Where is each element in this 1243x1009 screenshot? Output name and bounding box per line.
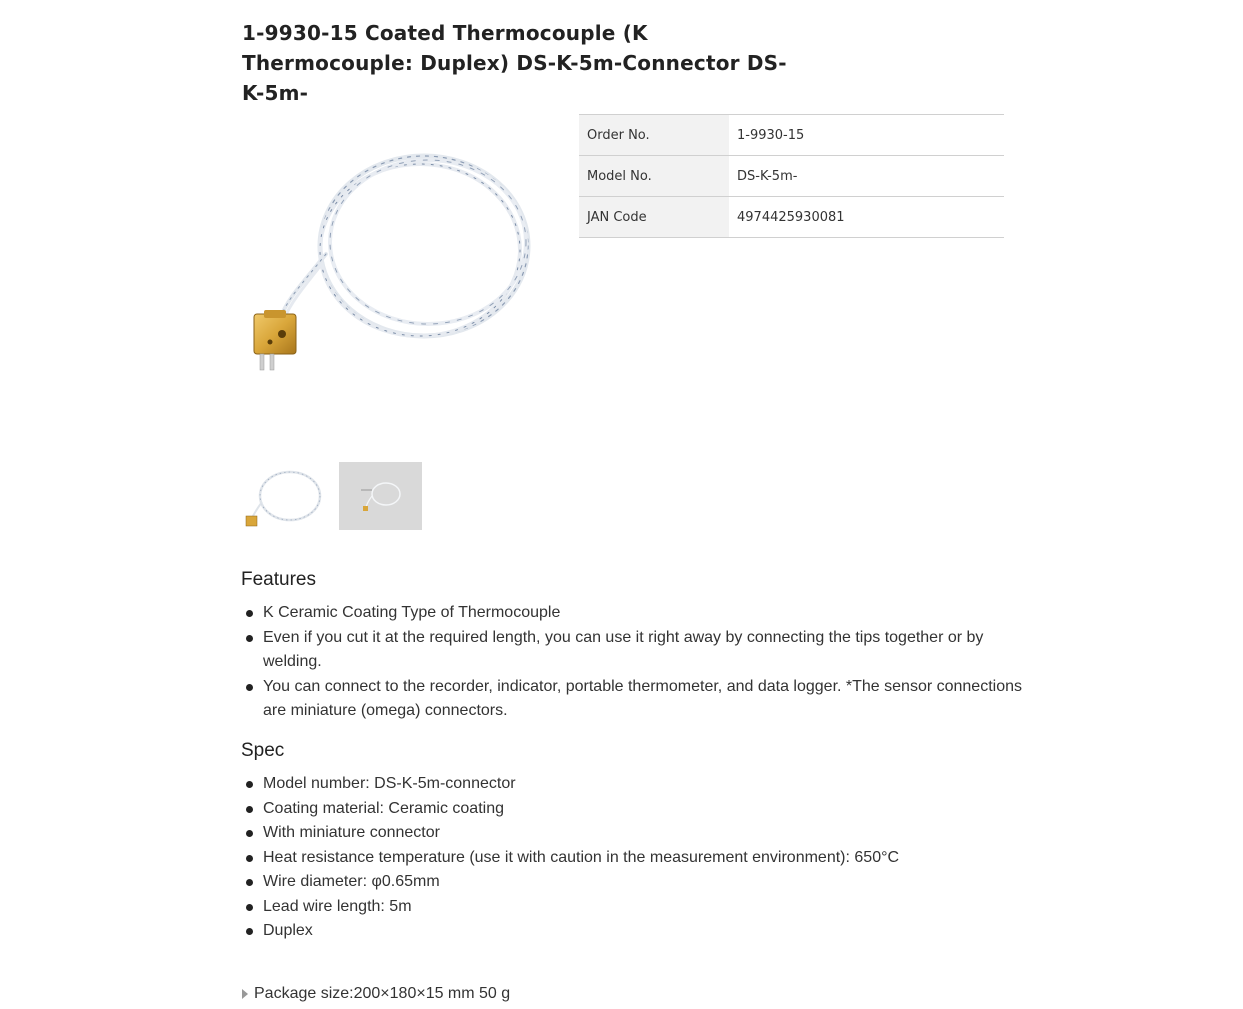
bullet-icon — [246, 635, 253, 642]
product-title-line-3: K-5m- — [242, 81, 309, 105]
order-no-label: Order No. — [579, 115, 729, 156]
list-item — [241, 870, 1041, 895]
product-main-image — [242, 114, 562, 434]
thermocouple-thumbnail-icon — [242, 462, 325, 530]
spec-text: Wire diameter: φ0.65mm — [263, 873, 440, 890]
model-no-value: DS-K-5m- — [729, 156, 1004, 197]
list-item — [241, 675, 1041, 724]
features-list — [241, 601, 1041, 724]
bullet-icon — [246, 806, 253, 813]
list-item — [241, 626, 1041, 675]
model-no-label: Model No. — [579, 156, 729, 197]
order-no-value: 1-9930-15 — [729, 115, 1004, 156]
list-item — [241, 821, 1041, 846]
thumbnail-1[interactable] — [242, 462, 325, 530]
feature-text: K Ceramic Coating Type of Thermocouple — [263, 604, 561, 621]
list-item — [241, 772, 1041, 797]
list-item — [241, 846, 1041, 871]
thermocouple-image — [242, 114, 562, 434]
spec-text: Coating material: Ceramic coating — [263, 799, 504, 817]
spec-list — [241, 772, 1041, 944]
triangle-right-icon — [242, 989, 248, 999]
spec-text: With miniature connector — [263, 824, 440, 841]
thumbnail-strip — [242, 462, 422, 530]
thumbnail-2[interactable] — [339, 462, 422, 530]
thermocouple-thumbnail-alt-icon — [339, 462, 422, 530]
bullet-icon — [246, 684, 253, 691]
list-item — [241, 919, 1041, 944]
spec-text: Duplex — [263, 922, 313, 939]
feature-text: You can connect to the recorder, indicator, portable thermometer, and data logger. *The sensor connections are miniature (omega) connectors. — [263, 677, 1022, 719]
product-title — [242, 18, 802, 108]
table-row — [579, 197, 1004, 238]
bullet-icon — [246, 610, 253, 617]
package-size-text: Package size:200×180×15 mm 50 g — [254, 985, 511, 1002]
bullet-icon — [246, 879, 253, 886]
spec-text: Lead wire length: 5m — [263, 897, 412, 915]
list-item — [241, 601, 1041, 626]
bullet-icon — [246, 904, 253, 911]
bullet-icon — [246, 830, 253, 837]
feature-text: Even if you cut it at the required length, you can use it right away by connecting the tips together or by welding. — [263, 628, 984, 670]
features-heading: Features — [241, 569, 316, 590]
list-item — [241, 895, 1041, 920]
list-item — [241, 797, 1041, 822]
spec-text: Heat resistance temperature (use it with caution in the measurement environment): 650°C — [263, 848, 900, 866]
jan-code-label: JAN Code — [579, 197, 729, 238]
bullet-icon — [246, 855, 253, 862]
bullet-icon — [246, 928, 253, 935]
jan-code-value: 4974425930081 — [729, 197, 1004, 238]
table-row — [579, 156, 1004, 197]
product-spec-table — [579, 114, 1004, 238]
spec-text: Model number: DS-K-5m-connector — [263, 775, 516, 792]
product-title-line-2: Thermocouple: Duplex) DS-K-5m-Connector DS- — [242, 51, 787, 75]
product-title-line-1: 1-9930-15 Coated Thermocouple (K — [242, 21, 648, 45]
package-size — [242, 985, 510, 1003]
spec-heading: Spec — [241, 740, 285, 761]
bullet-icon — [246, 781, 253, 788]
table-row — [579, 115, 1004, 156]
